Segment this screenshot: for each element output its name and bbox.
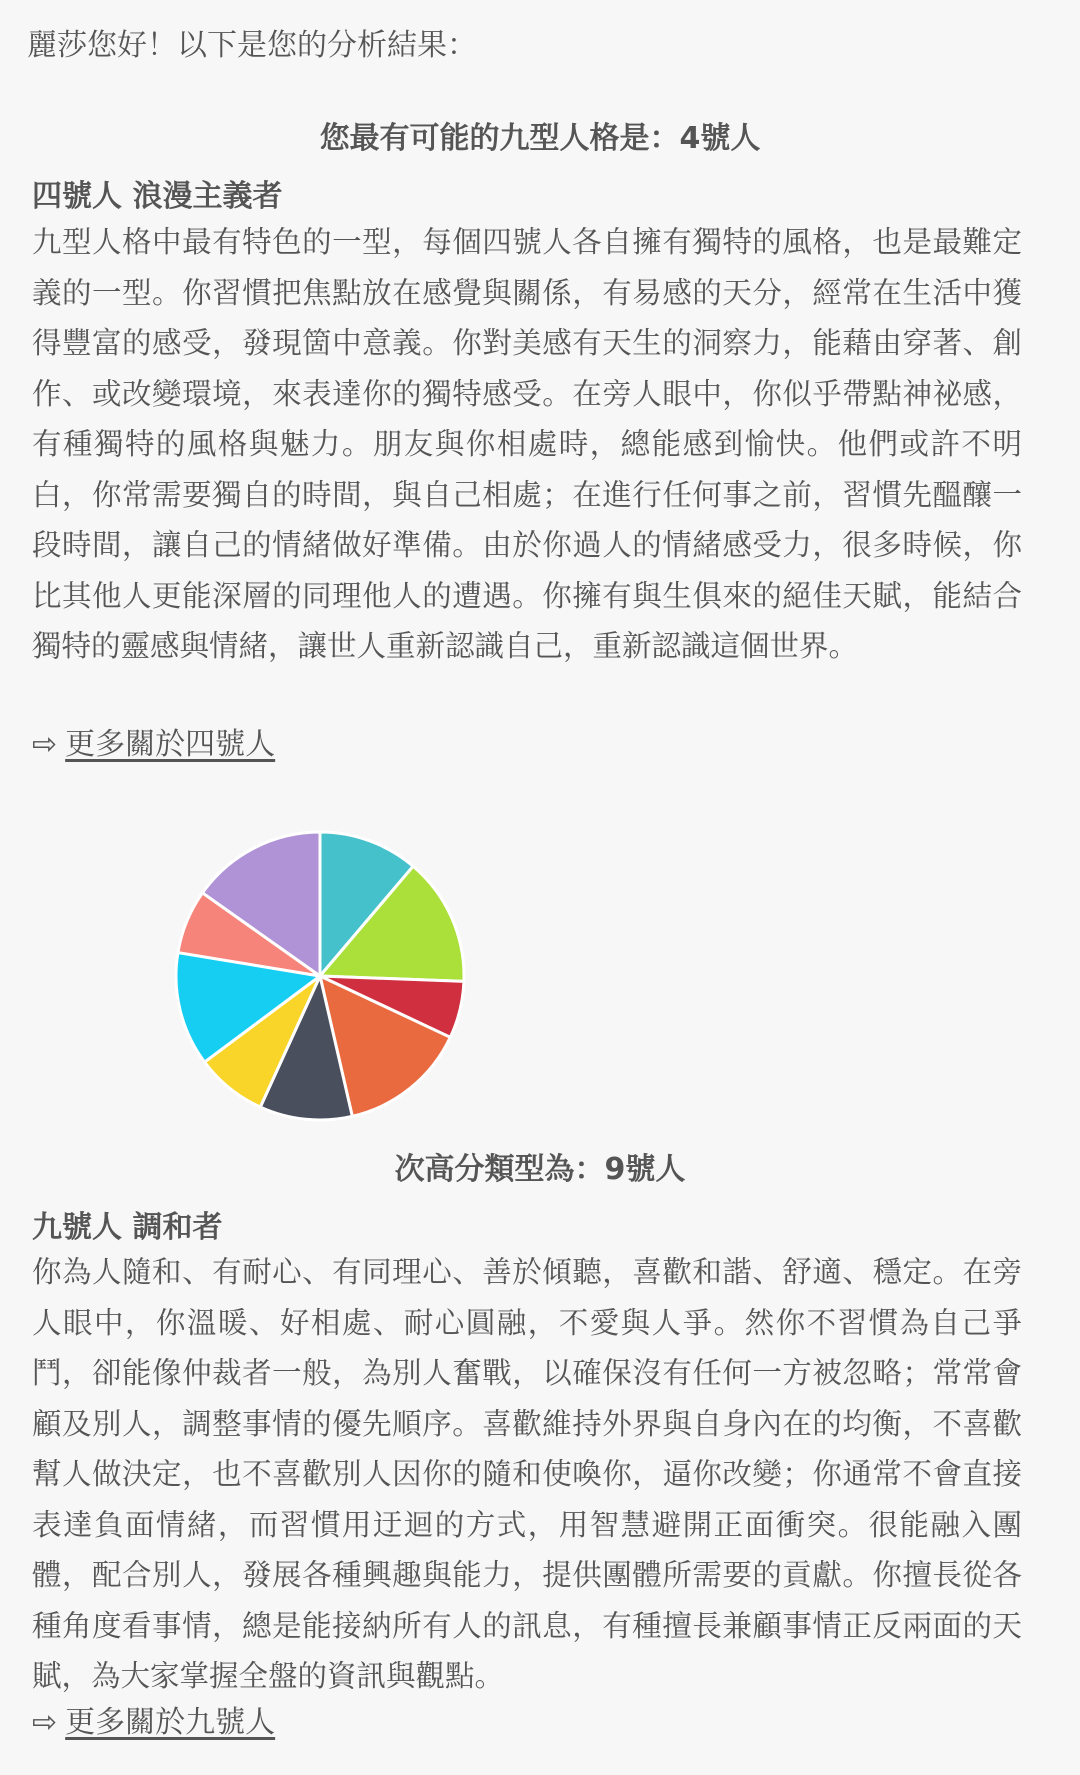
more-about-type-9-label: 更多關於九號人 — [65, 1705, 276, 1740]
arrow-right-icon: ⇨ — [32, 1705, 58, 1740]
primary-result-heading: 您最有可能的九型人格是：4號人 — [319, 121, 761, 156]
arrow-right-icon: ⇨ — [32, 727, 58, 762]
primary-type-title: 四號人 浪漫主義者 — [32, 179, 283, 214]
primary-type-description: 九型人格中最有特色的一型，每個四號人各自擁有獨特的風格，也是最難定義的一型。你習慣把焦點放在感覺與關係，有易感的天分，經常在生活中獲得豐富的感受，發現箇中意義。你對美感有天生的洞察力，能藉由穿著、創作、或改變環境，來表達你的獨特感受。在旁人眼中，你似乎帶點神祕感，有種獨特的風格與魅力。朋友與你相處時，總能感到愉快。他們或許不明白，你常需要獨自的時間，與自己相處；在進行任何事之前，習慣先醞釀一段時間，讓自己的情緒做好準備。由於你過人的情緒感受力，很多時候，你比其他人更能深層的同理他人的遭遇。你擁有與生俱來的絕佳天賦，能結合獨特的靈感與情緒，讓世人重新認識自己，重新認識這個世界。 — [32, 225, 1022, 663]
more-about-type-4-label: 更多關於四號人 — [65, 727, 276, 762]
secondary-type-description: 你為人隨和、有耐心、有同理心、善於傾聽，喜歡和諧、舒適、穩定。在旁人眼中，你溫暖、好相處、耐心圓融，不愛與人爭。然你不習慣為自己爭鬥，卻能像仲裁者一般，為別人奮戰，以確保沒有任何一方被忽略；常常會顧及別人，調整事情的優先順序。喜歡維持外界與自身內在的均衡，不喜歡幫人做決定，也不喜歡別人因你的隨和使喚你，逼你改變；你通常不會直接表達負面情緒，而習慣用迂迴的方式，用智慧避開正面衝突。很能融入團體，配合別人，發展各種興趣與能力，提供團體所需要的貢獻。你擅長從各種角度看事情，總是能接納所有人的訊息，有種擅長兼顧事情正反兩面的天賦，為大家掌握全盤的資訊與觀點。 — [32, 1255, 1022, 1693]
pie-chart-svg — [170, 826, 470, 1126]
score-pie-chart — [170, 826, 470, 1126]
secondary-result-heading: 次高分類型為：9號人 — [394, 1152, 686, 1187]
more-about-type-9-link[interactable] — [32, 1703, 275, 1743]
secondary-type-title: 九號人 調和者 — [32, 1210, 223, 1245]
more-about-type-4-link[interactable] — [32, 725, 275, 765]
greeting-text: 麗莎您好！以下是您的分析結果： — [27, 28, 477, 63]
